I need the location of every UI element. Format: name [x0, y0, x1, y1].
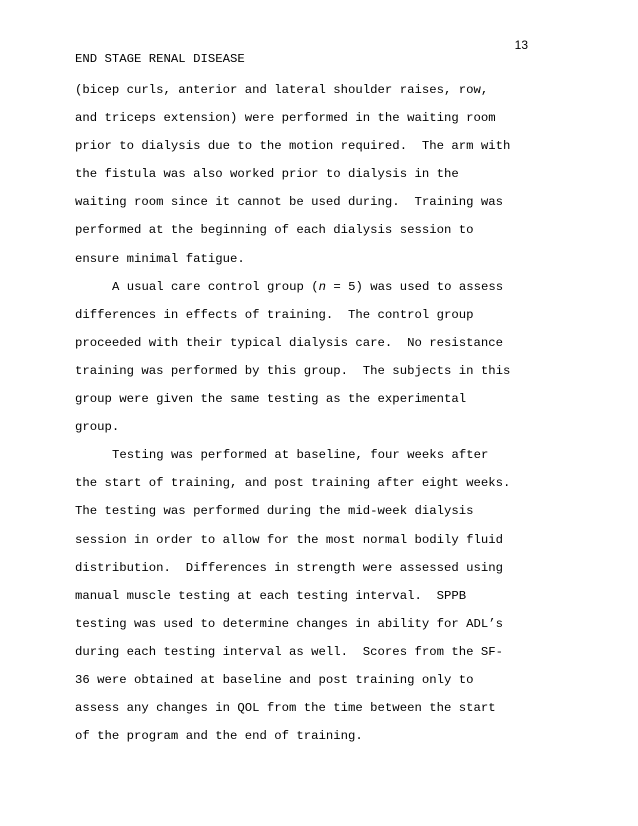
text-line: waiting room since it cannot be used during. Training was [75, 195, 504, 210]
text-line: 36 were obtained at baseline and post training only to [75, 672, 474, 687]
text-line: and triceps extension) were performed in the waiting room [75, 111, 496, 126]
text-line: differences in effects of training. The control group [75, 307, 474, 322]
body-text [75, 76, 545, 750]
text-line: group. [75, 420, 120, 435]
text-line: the start of training, and post training after eight weeks. [75, 476, 511, 491]
text-line: assess any changes in QOL from the time between the start [75, 701, 496, 716]
text-line: prior to dialysis due to the motion required. The arm with [75, 139, 511, 154]
text-line: of the program and the end of training. [75, 729, 363, 744]
text-line: training was performed by this group. The subjects in this [75, 363, 511, 378]
text-line: performed at the beginning of each dialysis session to [75, 223, 474, 238]
text-line: The testing was performed during the mid-week dialysis [75, 504, 474, 519]
text-line: Testing was performed at baseline, four weeks after [112, 448, 489, 463]
text-line: the fistula was also worked prior to dialysis in the [75, 167, 459, 182]
text-line: group were given the same testing as the experimental [75, 392, 467, 407]
text-line: manual muscle testing at each testing interval. SPPB [75, 588, 467, 603]
text-line: during each testing interval as well. Scores from the SF- [75, 644, 504, 659]
text-line: (bicep curls, anterior and lateral shoulder raises, row, [75, 83, 489, 97]
text-line: A usual care control group (n = 5) was used to assess [112, 279, 504, 294]
running-head: END STAGE RENAL DISEASE [75, 52, 245, 66]
text-line: testing was used to determine changes in ability for ADL’s [75, 616, 504, 631]
text-line: proceeded with their typical dialysis care. No resistance [75, 335, 504, 350]
text-line: session in order to allow for the most normal bodily fluid [75, 532, 504, 547]
page-number: 13 [514, 38, 528, 52]
text-line: ensure minimal fatigue. [75, 251, 245, 266]
text-line: distribution. Differences in strength were assessed using [75, 560, 504, 575]
